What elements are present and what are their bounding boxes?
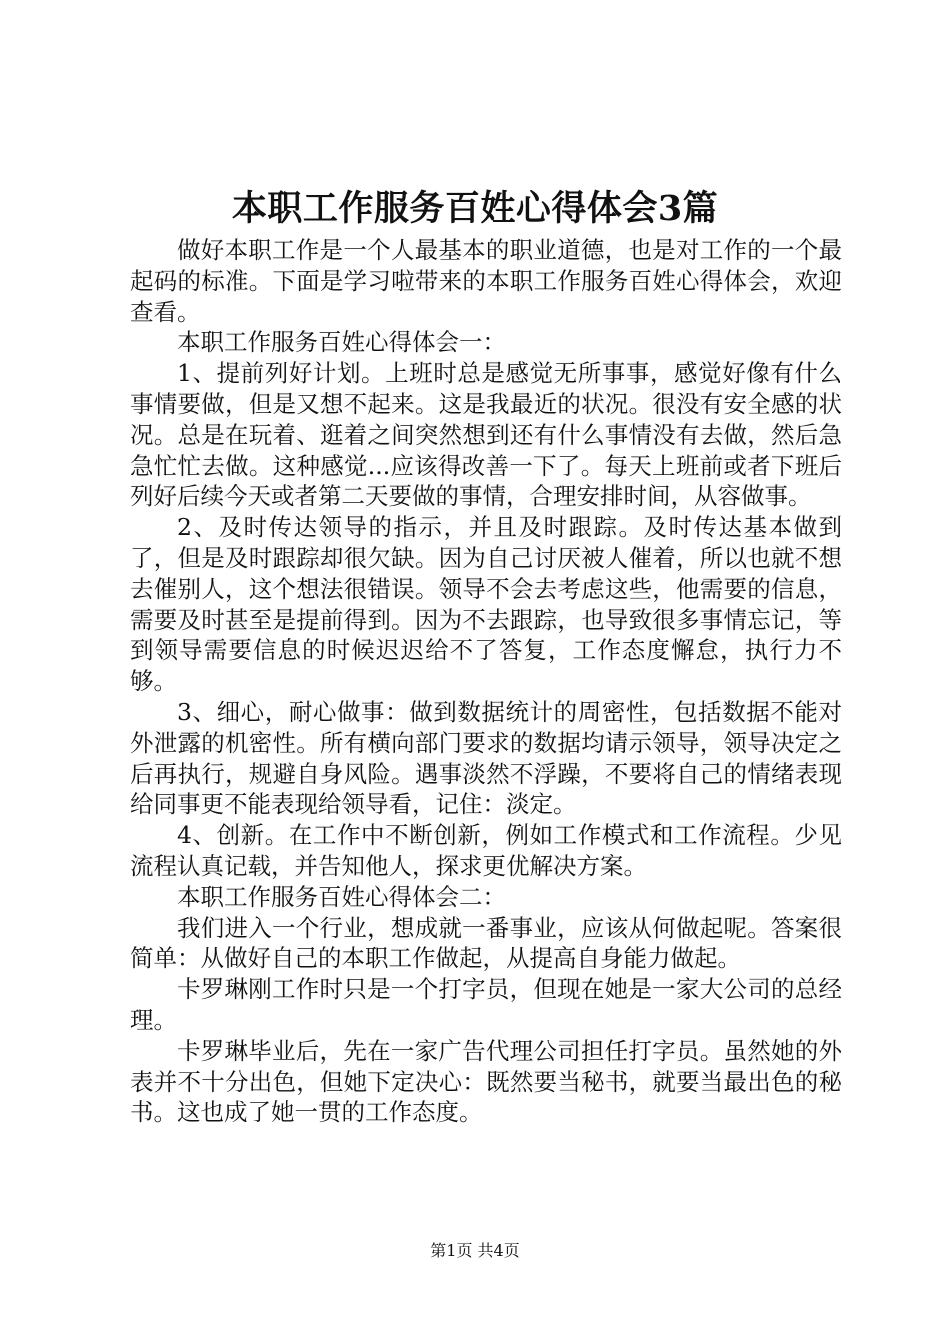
page-footer: 第1页 共4页 <box>430 1241 520 1260</box>
section-heading-two: 本职工作服务百姓心得体会二： <box>177 882 506 911</box>
document-body <box>130 235 842 1128</box>
intro-paragraph: 做好本职工作是一个人最基本的职业道德，也是对工作的一个最起码的标准。下面是学习啦带来的本职工作服务百姓心得体会，欢迎查看。 <box>130 236 842 326</box>
paragraph-caroline-intro: 卡罗琳刚工作时只是一个打字员，但现在她是一家大公司的总经理。 <box>130 975 842 1034</box>
page-title: 本职工作服务百姓心得体会3篇 <box>231 188 719 229</box>
paragraph-caroline-story: 卡罗琳毕业后，先在一家广告代理公司担任打字员。虽然她的外表并不十分出色，但她下定决心：既然要当秘书，就要当最出色的秘书。这也成了她一贯的工作态度。 <box>130 1036 842 1127</box>
paragraph-point-2: 2、及时传达领导的指示，并且及时跟踪。及时传达基本做到了，但是及时跟踪却很欠缺。因为自己讨厌被人催着，所以也就不想去催别人，这个想法很错误。领导不会去考虑这些，他需要的信息，需要及时甚至是提前得到。因为不去跟踪，也导致很多事情忘记，等到领导需要信息的时候迟迟给不了答复，工作态度懈怠，执行力不够。 <box>130 513 842 696</box>
paragraph-point-4: 4、创新。在工作中不断创新，例如工作模式和工作流程。少见流程认真记载，并告知他人，探求更优解决方案。 <box>130 821 842 880</box>
paragraph-industry: 我们进入一个行业，想成就一番事业，应该从何做起呢。答案很简单：从做好自己的本职工作做起，从提高自身能力做起。 <box>130 913 842 973</box>
paragraph-point-1: 1、提前列好计划。上班时总是感觉无所事事，感觉好像有什么事情要做，但是又想不起来。这是我最近的状况。很没有安全感的状况。总是在玩着、逛着之间突然想到还有什么事情没有去做，然后急急忙忙去做。这种感觉...应该得改善一下了。每天上班前或者下班后列好后续今天或者第二天要做的事情，合理安排时间，从容做事。 <box>130 359 842 511</box>
section-heading-one: 本职工作服务百姓心得体会一： <box>177 328 506 357</box>
paragraph-point-3: 3、细心，耐心做事：做到数据统计的周密性，包括数据不能对外泄露的机密性。所有横向部门要求的数据均请示领导，领导决定之后再执行，规避自身风险。遇事淡然不浮躁，不要将自己的情绪表现给同事更不能表现给领导看，记住：淡定。 <box>130 697 842 819</box>
